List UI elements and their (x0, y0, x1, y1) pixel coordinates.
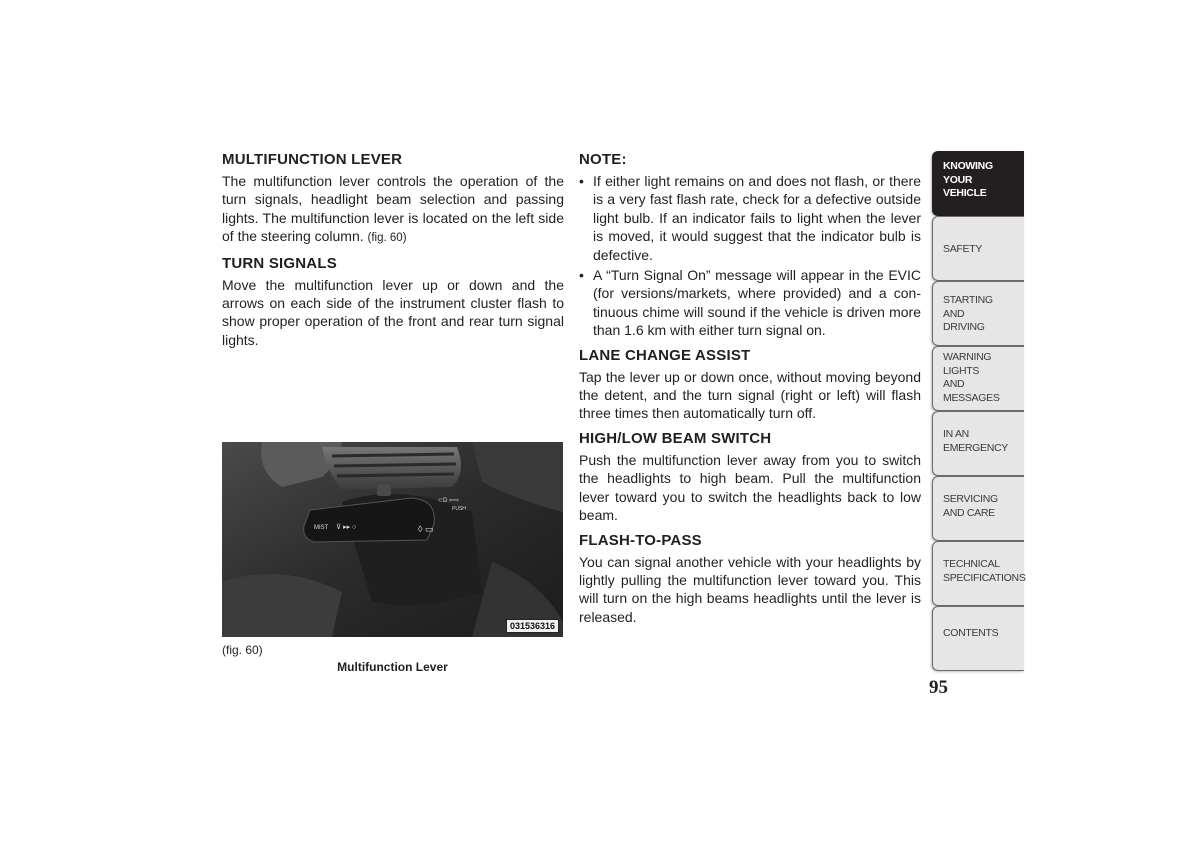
beam-switch-body: Push the multifunction lever away from you to switch the headlights to high beam. Pull the multifunction lever toward you to switch the headlights back to low beam. (579, 451, 921, 524)
tab-contents[interactable] (932, 606, 1024, 671)
right-column (579, 150, 921, 632)
tab-label: TECHNICAL (943, 558, 1000, 570)
section-heading-flash-to-pass: FLASH-TO-PASS (579, 531, 702, 549)
tab-label: MESSAGES (943, 391, 1000, 404)
lane-change-body: Tap the lever up or down once, without moving beyond the detent, and the turn signal (right or left) will flash three times then automatically turn off. (579, 368, 921, 422)
tab-label: SAFETY (943, 243, 983, 255)
section-heading-turn-signals: TURN SIGNALS (222, 254, 337, 272)
tab-in-an-emergency[interactable] (932, 411, 1024, 476)
note-bullet: • If either light remains on and does not flash, or there is a very fast flash rate, check for a defective outside light bulb. If an indicator fails to light when the lever is moved, it would suggest that the indicator bulb is defective. (579, 172, 921, 264)
tab-label: YOUR (943, 173, 973, 186)
figure-title: Multifunction Lever (337, 660, 448, 674)
svg-text:PUSH: PUSH (452, 506, 466, 512)
figure-caption: (fig. 60) (222, 643, 263, 657)
multifunction-paragraph (222, 172, 564, 248)
tab-label: AND CARE (943, 506, 995, 519)
left-column (222, 150, 564, 355)
tab-label: CONTENTS (943, 627, 999, 639)
tab-label: EMERGENCY (943, 441, 1008, 454)
note-list (579, 172, 921, 340)
tab-starting-and-driving[interactable] (932, 281, 1024, 346)
svg-text:⊂D ⇦⇨: ⊂D ⇦⇨ (438, 498, 460, 504)
tab-technical-specifications[interactable] (932, 541, 1024, 606)
tab-label: DRIVING (943, 321, 985, 333)
turn-signals-body: Move the multifunction lever up or down and the arrows on each side of the instrument cluster flash to show proper operation of the front and rear turn signal lights. (222, 276, 564, 348)
flash-to-pass-body: You can signal another vehicle with your headlights by lightly pulling the multifunction lever toward you. This will turn on the high beams headlights until the lever is released. (579, 553, 921, 625)
svg-text:⊽ ▸▸ ○: ⊽ ▸▸ ○ (336, 524, 357, 531)
tab-label: WARNING (943, 351, 992, 363)
lever-illustration (222, 442, 563, 637)
note-heading: NOTE: (579, 151, 627, 168)
fig-reference: (fig. 60) (367, 232, 407, 245)
tab-warning-lights-and-messages[interactable] (932, 346, 1024, 411)
tab-label: AND (943, 378, 965, 390)
svg-text:◊ ▭: ◊ ▭ (418, 524, 434, 534)
multifunction-body: The multifunction lever controls the operation of the turn signals, headlight beam selection and passing lights. The multifunction lever is located on the left side of the steering column. (222, 173, 564, 245)
section-heading-multifunction: MULTIFUNCTION LEVER (222, 151, 403, 168)
tab-label: SPECIFICATIONS (943, 571, 1026, 584)
chapter-tabs (932, 151, 1024, 671)
note-bullet: • A “Turn Signal On” message will appear in the EVIC (for versions/markets, where provided) and a con-tinuous chime will sound if the vehicle is driven more than 1.6 km with either turn signal on. (579, 266, 921, 340)
svg-text:MIST: MIST (314, 525, 329, 531)
multifunction-lever-photo (222, 442, 563, 637)
page-number: 95 (929, 677, 948, 698)
tab-label: AND (943, 307, 965, 320)
tab-safety[interactable] (932, 216, 1024, 281)
tab-label: VEHICLE (943, 187, 987, 199)
tab-knowing-your-vehicle[interactable] (932, 151, 1024, 216)
tab-servicing-and-care[interactable] (932, 476, 1024, 541)
section-heading-lane-change: LANE CHANGE ASSIST (579, 346, 751, 364)
tab-label: LIGHTS (943, 364, 980, 377)
tab-label: SERVICING (943, 493, 998, 505)
figure-code: 031536316 (506, 619, 559, 633)
tab-label: IN AN (943, 428, 969, 440)
tab-label: STARTING (943, 294, 993, 306)
section-heading-beam-switch: HIGH/LOW BEAM SWITCH (579, 429, 772, 447)
tab-label: KNOWING (943, 160, 993, 172)
